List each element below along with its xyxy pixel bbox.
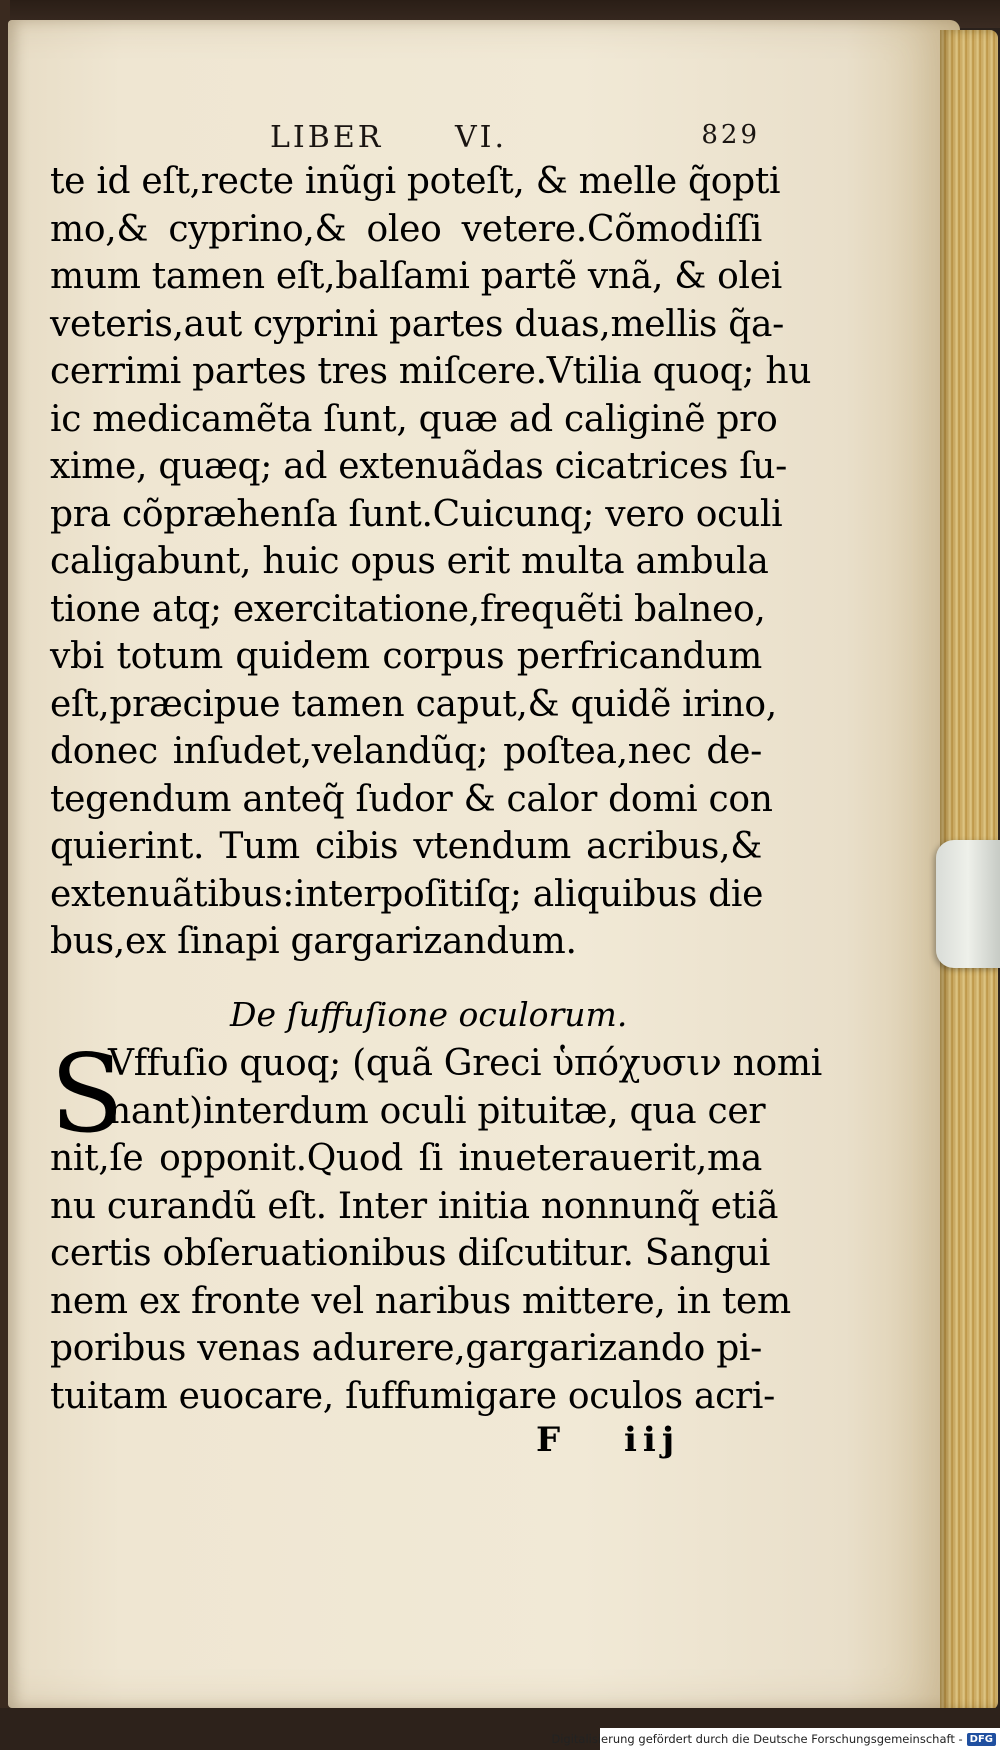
signature-mark bbox=[536, 1420, 680, 1460]
text-line: tegendum anteq̃ ſudor & calor domi con bbox=[50, 778, 773, 820]
text-line: nit,ſe opponit.Quod ſi inueterauerit,ma bbox=[50, 1138, 762, 1179]
body-text bbox=[50, 158, 812, 966]
signature-number: iij bbox=[623, 1420, 681, 1460]
text-line: tione atq; exercitatione,frequẽti balneo, bbox=[50, 588, 766, 630]
digitization-credit-bar bbox=[551, 1728, 1000, 1750]
text-line: quierint. Tum cibis vtendum acribus,& bbox=[50, 826, 762, 867]
header-book-number: VI. bbox=[455, 120, 508, 155]
text-line: nant)interdum oculi pituitæ, qua cer bbox=[108, 1090, 766, 1132]
text-line: cerrimi partes tres miſcere.Vtilia quoq; hu bbox=[50, 351, 812, 392]
text-line: mo,& cyprino,& oleo vetere.Cõmodiſſi bbox=[50, 208, 762, 250]
text-line: nem ex fronte vel naribus mittere, in tem bbox=[50, 1280, 791, 1322]
digitization-credit: Digitalisierung gefördert durch die Deutsche Forschungsgemeinschaft - bbox=[551, 1732, 963, 1746]
text-line: mum tamen eſt,balſami partẽ vnã, & olei bbox=[50, 256, 782, 297]
text-line: caligabunt, huic opus erit multa ambula bbox=[50, 541, 769, 582]
text-line: xime, quæq; ad extenuãdas cicatrices ſu- bbox=[50, 446, 787, 487]
text-line: pra cõpræhenſa ſunt.Cuicunq; vero oculi bbox=[50, 493, 783, 535]
page-clip bbox=[936, 840, 1000, 968]
text-line: eſt,præcipue tamen caput,& quidẽ irino, bbox=[50, 683, 777, 725]
dfg-logo: DFG bbox=[967, 1733, 996, 1746]
text-line: nu curandũ eſt. Inter initia nonnunq̃ etiã bbox=[50, 1185, 779, 1227]
text-line: veteris,aut cyprini partes duas,mellis q̃a- bbox=[50, 303, 785, 345]
header-liber: LIBER bbox=[270, 120, 384, 155]
section-heading: De ſuffuſione oculorum. bbox=[230, 995, 628, 1034]
signature-letter: F bbox=[536, 1420, 567, 1460]
running-header bbox=[270, 120, 760, 160]
text-line: donec inſudet,velandũq; poſtea,nec de- bbox=[50, 731, 762, 772]
text-line: te id eſt,recte inũgi poteſt, & melle q̃opti bbox=[50, 161, 781, 202]
text-line: certis obſeruationibus diſcutitur. Sangui bbox=[50, 1233, 771, 1274]
text-line: Vffuſio quoq; (quã Greci ὑπόχυσιν nomi bbox=[108, 1043, 822, 1084]
text-line: tuitam euocare, ſuffumigare oculos acri- bbox=[50, 1375, 775, 1417]
paragraph-two bbox=[50, 1032, 822, 1420]
text-line: ic medicamẽta ſunt, quæ ad caliginẽ pro bbox=[50, 398, 778, 440]
text-line: poribus venas adurere,gargarizando pi- bbox=[50, 1328, 763, 1369]
page-number: 829 bbox=[701, 120, 760, 150]
text-line: vbi totum quidem corpus perfricandum bbox=[50, 636, 762, 677]
drop-cap: S bbox=[50, 1032, 124, 1157]
text-line: bus,ex ſinapi gargarizandum. bbox=[50, 921, 577, 962]
text-line: extenuãtibus:interpoſitiſq; aliquibus die bbox=[50, 873, 764, 915]
